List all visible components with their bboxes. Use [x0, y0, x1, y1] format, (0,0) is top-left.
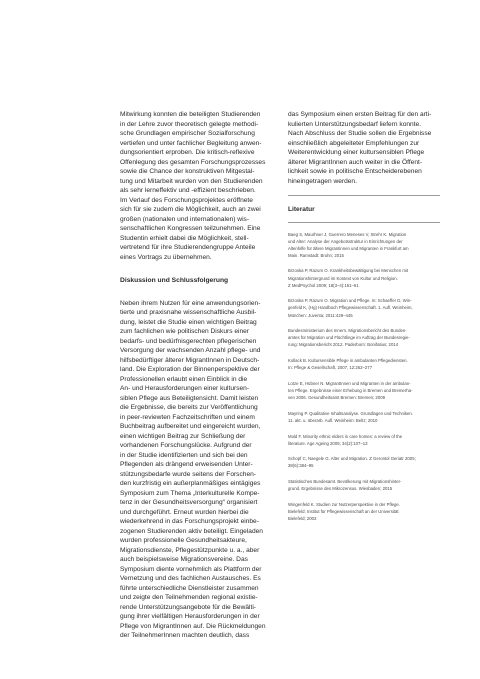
text-line: auch beispielsweise Migrationsvereine. Das: [120, 556, 248, 563]
text-line: sowie die Chance der konstruktiven Mitgestal-: [120, 168, 255, 175]
text-line: sche Grundlagen empirischer Sozialforschung: [120, 130, 255, 137]
text-line: Buchbeitrag aufbereitet und eingereicht wurden,: [120, 423, 261, 430]
reference-line: Wingenfeld K. Studien zur Nutzerperspektive in der Pflege.: [288, 501, 401, 507]
text-line: dung, leistet die Studie einen wichtigen Beitrag: [120, 318, 257, 326]
text-line: älterer MigrantInnen auch weiter in die Öffent-: [288, 158, 423, 166]
reference-line: grund. Ergebnisse des Mikrozensus. Wiesbaden; 2015: [288, 486, 393, 492]
reference-line: Bielefeld: Institut für Pflegewissenschaft an der Universität: [288, 508, 399, 514]
reference-line: In: Pflege & Gesellschaft, 2007, 12:262–277: [288, 365, 373, 371]
text-line: land. Die Exploration der Binnenperspektive der: [120, 366, 260, 373]
text-line: einen wichtigen Beitrag zur Schließung der: [120, 432, 246, 440]
reference-line: Bundesministerium des Innern. Migrationsbericht des Bundes-: [288, 328, 407, 334]
reference-entry: [288, 501, 440, 522]
reference-line: Bielefeld; 2003: [288, 516, 317, 522]
text-line: tenz in der Gesundheitsversorgung“ organisiert: [120, 499, 258, 506]
reference-line: Brzoska P, Razum O. Krankheitsbewältigung bei Menschen mit: [288, 268, 409, 274]
text-line: Im Verlauf des Forschungsprojektes eröffnete: [120, 196, 253, 204]
text-line: dungsorientiert erproben. Die kritisch-reflexive: [120, 149, 255, 156]
text-line: zum fachlichen wie politischen Diskurs einer: [120, 328, 249, 335]
text-line: tung und Mitarbeit wurden von den Studierenden: [120, 177, 263, 185]
text-line: als sehr lerneffektiv und -effizient beschrieben.: [120, 187, 256, 194]
text-line: Weiterentwicklung einer kultursensiblen Pflege: [288, 149, 425, 156]
reference-line: Statistisches Bundesamt. Bevölkerung mit Migrationshinter-: [288, 479, 402, 485]
text-line: in der Lehre zuvor theoretisch gelegte methodi-: [120, 120, 259, 128]
text-line: wiederkehrend in das Forschungsprojekt einbe-: [120, 518, 259, 525]
reference-line: 11. akt. u. überarb. Aufl. Weinheim: Beltz; 2010: [288, 417, 378, 423]
text-line: tierte und praxisnahe wissenschaftliche Ausbil-: [120, 309, 257, 316]
reference-line: ven 2006. Gesundheitsamt Bremen: Bremen; 2009: [288, 395, 385, 401]
paragraph-symposium: [288, 110, 440, 186]
reference-list: [288, 231, 440, 523]
literature-heading: Literatur: [288, 206, 315, 213]
right-column: [288, 110, 440, 531]
reference-entry: [288, 478, 440, 492]
text-line: der TeilnehmerInnen machten deutlich, dass: [120, 632, 250, 639]
text-line: hilfsbedürftiger älterer MigrantInnen in Deutsch-: [120, 356, 260, 364]
text-line: rende Unterstützungsangebote für die Bewälti-: [120, 603, 256, 611]
reference-line: Baeg S, Maurhner J, Guerrero Meneses V, Strehr K. Migration: [288, 231, 407, 237]
reference-line: Z MedPsychol 2009; 18(3–4):151–61: [288, 282, 359, 288]
text-line: wurden professionelle Gesundheitsakteure,: [120, 537, 247, 544]
reference-line: Schopf C, Naegele G. Alter und Migration. Z Gerontol Geriatr 2005;: [288, 456, 416, 462]
text-line: lichkeit sowie in politische Entscheiderebenen: [288, 168, 422, 175]
reference-line: rung: Migrationsbericht 2012. Paderborn: Bonifatius; 2014: [288, 342, 399, 348]
text-line: Pflegenden als drängend erweisenden Unter-: [120, 461, 253, 468]
text-line: den kurzfristig ein außerplanmäßiges eintägiges: [120, 480, 261, 487]
text-line: Nach Abschluss der Studie sollen die Ergebnisse: [288, 130, 432, 137]
text-line: kulierten Unterstützungsbedarf liefern konnte.: [288, 120, 422, 128]
text-line: Symposium diente vornehmlich als Plattform der: [120, 565, 262, 573]
left-column: [120, 110, 270, 641]
reference-line: 38(6):384–95: [288, 463, 314, 469]
text-line: An- und Herausforderungen einer kultursen-: [120, 385, 250, 392]
reference-entry: [288, 357, 440, 371]
divider-bottom: [288, 222, 440, 223]
text-line: Versorgung der wachsenden Anzahl pflege- und: [120, 347, 261, 354]
text-line: vertiefen und unter fachlicher Begleitung anwen-: [120, 139, 262, 147]
text-line: und zeigte den Teilnehmenden regional existie-: [120, 594, 258, 601]
reference-entry: [288, 410, 440, 424]
divider-top: [288, 195, 440, 196]
text-line: Professionellen erlaubt einen Einblick in die: [120, 375, 248, 383]
reference-line: amtes für Migration und Flüchtlinge im Auftrag der Bundesregie-: [288, 335, 410, 341]
text-line: gung ihrer vielfältigen Herausforderungen in der: [120, 613, 260, 620]
reference-entry: [288, 455, 440, 469]
reference-line: ten Pflege. Ergebnisse einer Erhebung in Bremen und Bremerha-: [288, 387, 413, 393]
text-line: in der Studie identifizierten und sich bei den: [120, 451, 248, 459]
reference-line: München: Juventa; 2011:429–445: [288, 312, 353, 318]
reference-line: und Alter: Analyse der Angebotsstruktur in Einrichtungen der: [288, 238, 403, 244]
reference-entry: [288, 433, 440, 447]
text-line: vertretend für ihre Studierendengruppe Anteile: [120, 244, 256, 251]
text-line: einschließlich abgeleiteter Empfehlungen zur: [288, 139, 420, 147]
text-line: Pflege von MigrantInnen auf. Die Rückmeldungen: [120, 622, 266, 630]
text-line: Neben ihrem Nutzen für eine anwendungsorien-: [120, 299, 261, 307]
text-line: vorhandenen Forschungslücke. Aufgrund der: [120, 442, 252, 449]
text-line: Symposium zum Thema „Interkulturelle Kompe-: [120, 489, 260, 497]
reference-line: Altenhilfe für ältere Migrantinnen und Migranten in Frankfurt am: [288, 245, 409, 251]
text-line: Vernetzung und des fachlichen Austausches. Es: [120, 575, 261, 582]
reference-line: literature. Age Ageing 2005; 34(2):107–13: [288, 440, 368, 446]
text-line: siblen Pflege aus Beteiligtensicht. Damit leisten: [120, 394, 259, 402]
text-line: bedarfs- und bedürfnisgerechten pflegerischen: [120, 337, 257, 345]
text-line: führte unterschiedliche Dienstleister zusammen: [120, 584, 259, 592]
reference-line: Kollack B. Kultursensible Pflege in ambulanten Pflegediensten.: [288, 358, 408, 364]
text-line: Migrationsdienste, Pflegestützpunkte u. a., aber: [120, 546, 260, 554]
text-line: die Ergebnisse, die bereits zur Veröffentlichung: [120, 404, 258, 411]
reference-entry: [288, 297, 440, 318]
text-line: das Symposium einen ersten Beitrag für den arti-: [288, 111, 432, 118]
text-line: Studentin erhielt dabei die Möglichkeit, stell-: [120, 234, 249, 242]
text-line: eines Vortrags zu übernehmen.: [120, 253, 212, 261]
paragraph-mitwirkung: [120, 110, 270, 262]
text-line: großen (nationalen und internationalen) wis-: [120, 215, 250, 223]
reference-line: Brzoska P, Razum O. Migration und Pflege. In: Schaeffer D, Win-: [288, 298, 412, 304]
reference-line: Main. Ramstadt: Bruhn; 2015: [288, 252, 344, 258]
text-line: sich für sie zudem die Möglichkeit, auch an zwei: [120, 206, 261, 213]
text-line: und durchgeführt. Erneut wurden hierbei die: [120, 508, 249, 516]
text-line: zogenen Studierenden aktiv beteiligt. Eingeladen: [120, 527, 263, 535]
text-line: stützungsbedarfe wurde seitens der Forschen-: [120, 470, 256, 478]
text-line: Mitwirkung konnten die beteiligten Studierenden: [120, 111, 261, 118]
reference-line: Migrationshintergrund im Kontext von Kultur und Religion.: [288, 275, 398, 281]
reference-line: Mayring P. Qualitative Inhaltsanalyse. Grundlagen und Techniken.: [288, 410, 414, 416]
text-line: in peer-reviewten Fachzeitschriften und einem: [120, 413, 255, 421]
reference-entry: [288, 380, 440, 401]
reference-line: Lotze E, Hübner N. MigrantInnen und Migranten in der ambulan-: [288, 380, 411, 386]
reference-line: genfeld K, (Hg) Handbuch Pflegewissenschaft. 1. Aufl. Weinheim,: [288, 305, 413, 311]
text-line: hineingetragen werden.: [288, 177, 357, 185]
reference-entry: [288, 267, 440, 288]
reference-line: Mold F. Minority ethnic elders in care homes: a review of the: [288, 433, 403, 439]
reference-entry: [288, 327, 440, 348]
paragraph-diskussion: [120, 299, 270, 641]
section-heading: Diskussion und Schlussfolgerung: [120, 277, 229, 284]
text-line: senschaftlichen Kongressen teilzunehmen. Eine: [120, 225, 261, 232]
reference-entry: [288, 231, 440, 259]
text-line: Offenlegung des gesamten Forschungsprozesses: [120, 158, 266, 166]
